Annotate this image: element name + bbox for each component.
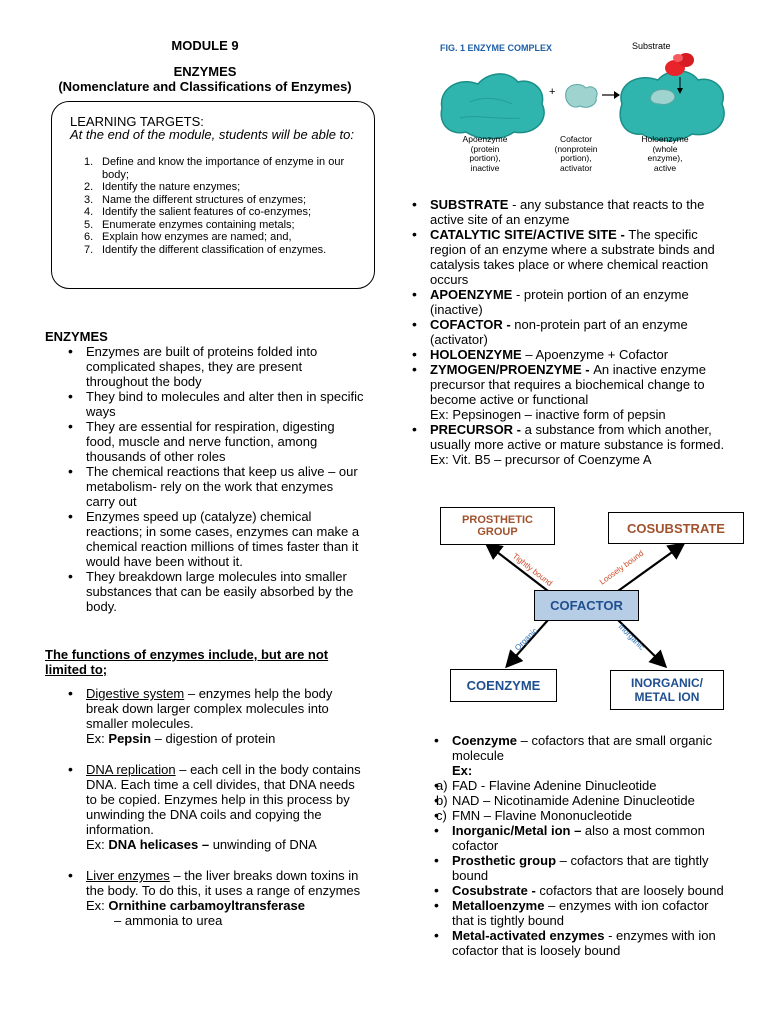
- definition-term: APOENZYME: [430, 287, 513, 302]
- coenzyme-example: [430, 778, 730, 793]
- example-prefix: Ex:: [86, 837, 109, 852]
- function-entry: [64, 762, 364, 852]
- inorganic-metal-ion-box: INORGANIC/ METAL ION: [610, 670, 724, 710]
- example-text: NAD – Nicotinamide Adenine Dinucleotide: [452, 793, 695, 808]
- definition-item: [408, 227, 726, 287]
- function-example: [86, 731, 364, 746]
- definition-item: [408, 317, 726, 347]
- function-item: [64, 868, 364, 928]
- function-example: [86, 898, 364, 928]
- definition-text: protein portion of an enzyme (inactive): [430, 287, 689, 317]
- definition-text: Apoenzyme + Cofactor: [535, 347, 669, 362]
- functions-heading: The functions of enzymes include, but are not limited to;: [45, 647, 329, 677]
- example-prefix: Ex:: [86, 898, 109, 913]
- example-letter: • c): [436, 808, 447, 823]
- coenzyme-example: [430, 793, 730, 808]
- learning-targets-intro: At the end of the module, students will be able to:: [70, 127, 355, 142]
- function-term: Liver enzymes: [86, 868, 170, 883]
- learning-targets-list: [70, 156, 360, 256]
- learning-target-item: [70, 194, 360, 207]
- cofactor-box: COFACTOR: [534, 590, 639, 621]
- definition-text: The specific region of an enzyme where a substrate binds and catalysis takes place or where chemical reaction occurs: [430, 227, 715, 287]
- enzyme-bullet: • They bind to molecules and alter then in specific ways: [64, 389, 364, 419]
- example-name: DNA helicases –: [108, 837, 210, 852]
- cofactor-type-text: - enzymes with ion cofactor that is loosely bound: [452, 928, 716, 958]
- learning-targets-box: [51, 101, 375, 289]
- definition-sep: –: [521, 347, 536, 362]
- apoenzyme-shape: [441, 74, 544, 139]
- enzyme-bullet: • They are essential for respiration, digesting food, muscle and nerve function, among thousands of other roles: [64, 419, 364, 464]
- definition-text: non-protein part of an enzyme (activator): [430, 317, 688, 347]
- holoenzyme-label: Holoenzyme (whole enzyme), active: [641, 134, 689, 173]
- page-title: ENZYMES: [173, 64, 237, 79]
- item-number: 6.: [84, 231, 94, 243]
- learning-target-item: [70, 206, 360, 219]
- tightly-bound-label: Tightly bound: [510, 551, 554, 588]
- learning-target-item: [70, 156, 360, 181]
- item-number: 5.: [84, 218, 94, 231]
- definition-term: HOLOENZYME: [430, 347, 522, 362]
- cofactor-type-text: also a most common cofactor: [452, 823, 705, 853]
- definition-text: An inactive enzyme precursor that requires a biochemical change to become active or functional: [430, 362, 706, 407]
- item-text: Identify the different classification of enzymes.: [102, 243, 327, 256]
- loosely-bound-label: Loosely bound: [597, 548, 646, 587]
- example-text: FMN – Flavine Mononucleotide: [452, 808, 632, 823]
- learning-target-item: [70, 181, 360, 194]
- example-prefix: Ex:: [86, 731, 109, 746]
- definition-text: a substance from which another, usually more active or mature substance is formed.: [430, 422, 725, 452]
- cofactor-label: Cofactor (nonprotein portion), activator: [554, 134, 598, 173]
- definition-term: SUBSTRATE: [430, 197, 509, 212]
- cofactor-type-term: Prosthetic group: [452, 853, 557, 868]
- example-name: Ornithine carbamoyltransferase: [108, 898, 305, 913]
- example-desc: – ammonia to urea: [114, 913, 223, 928]
- enzyme-bullet: • They breakdown large molecules into smaller substances that can be easily absorbed by the body.: [64, 569, 364, 614]
- cofactor-types-list: [430, 733, 730, 958]
- page-subtitle: (Nomenclature and Classifications of Enzymes): [58, 79, 352, 94]
- definition-term: PRECURSOR -: [430, 422, 525, 437]
- function-item: [64, 686, 364, 746]
- item-text: Identify the salient features of co-enzymes;: [102, 206, 312, 218]
- coenzyme-text: – cofactors that are small organic molecule: [452, 733, 713, 763]
- function-term: Digestive system: [86, 686, 185, 701]
- cofactor-type-term: Inorganic/Metal ion –: [452, 823, 582, 838]
- function-term: DNA replication: [86, 762, 176, 777]
- learning-target-item: [70, 219, 360, 232]
- coenzyme-box: COENZYME: [450, 669, 557, 702]
- cofactor-type-item: [430, 853, 730, 883]
- coenzyme-term: Coenzyme: [452, 733, 518, 748]
- definition-item: [408, 347, 726, 362]
- prosthetic-group-box: PROSTHETIC GROUP: [440, 507, 555, 545]
- coenzyme-item: [430, 733, 730, 823]
- definition-term: CATALYTIC SITE/ACTIVE SITE -: [430, 227, 629, 242]
- definition-example: Ex: Pepsinogen – inactive form of pepsin: [430, 407, 666, 422]
- definition-item: [408, 287, 726, 317]
- enzyme-bullet: • Enzymes are built of proteins folded into complicated shapes, they are present throughout the body: [64, 344, 364, 389]
- item-text: Identify the nature enzymes;: [102, 181, 241, 193]
- cofactor-type-text: cofactors that are loosely bound: [535, 883, 724, 898]
- figure-title: FIG. 1 ENZYME COMPLEX: [440, 43, 553, 53]
- learning-targets-heading: LEARNING TARGETS:: [70, 114, 204, 129]
- substrate-label: Substrate: [632, 41, 671, 51]
- coenzyme-example: [430, 808, 730, 823]
- example-desc: unwinding of DNA: [209, 837, 317, 852]
- item-text: Define and know the importance of enzyme in our body;: [102, 156, 345, 181]
- function-text: – enzymes help the body break down larger complex molecules into smaller molecules.: [86, 686, 333, 731]
- cofactor-type-item: [430, 883, 730, 898]
- definition-term: ZYMOGEN/PROENZYME -: [430, 362, 594, 377]
- cofactor-type-item: [430, 823, 730, 853]
- function-text: – each cell in the body contains DNA. Each time a cell divides, that DNA needs to be copied. Enzymes help in this process by unwinding the DNA coils and copying the information.: [86, 762, 361, 837]
- enzymes-bullets: [64, 344, 364, 614]
- bound-cofactor: [650, 90, 674, 105]
- apoenzyme-label: Apoenzyme (protein portion), inactive: [462, 134, 508, 173]
- learning-target-item: [70, 231, 360, 244]
- definition-item: [408, 197, 726, 227]
- definition-item: [408, 422, 726, 467]
- example-name: Pepsin: [108, 731, 152, 746]
- cofactor-type-item: [430, 928, 730, 958]
- item-number: 3.: [84, 193, 94, 206]
- item-number: 4.: [84, 206, 94, 218]
- example-letter: • b): [436, 793, 448, 808]
- function-entry: [64, 686, 364, 746]
- cofactor-type-item: [430, 898, 730, 928]
- example-text: FAD - Flavine Adenine Dinucleotide: [452, 778, 657, 793]
- function-item: [64, 762, 364, 852]
- example-letter: • a): [436, 778, 448, 793]
- enzymes-heading: ENZYMES: [45, 329, 108, 344]
- item-number: 7.: [84, 243, 94, 256]
- definition-sep: -: [512, 287, 524, 302]
- inorganic-arrow-label: Inorganic: [616, 622, 647, 652]
- definition-term: COFACTOR -: [430, 317, 515, 332]
- cofactor-type-text: – enzymes with ion cofactor that is tightly bound: [452, 898, 709, 928]
- definition-sep: -: [508, 197, 521, 212]
- coenzyme-examples: [430, 778, 730, 823]
- function-text: – the liver breaks down toxins in the body. To do this, it uses a range of enzymes: [86, 868, 361, 898]
- holoenzyme-shape: [620, 71, 724, 141]
- cofactor-type-term: Cosubstrate -: [452, 883, 536, 898]
- item-number: 1.: [84, 156, 94, 168]
- definition-text: any substance that reacts to the active site of an enzyme: [430, 197, 705, 227]
- example-desc: – digestion of protein: [151, 731, 276, 746]
- cosubstrate-box: COSUBSTRATE: [608, 512, 744, 544]
- enzyme-bullet: • The chemical reactions that keep us alive – our metabolism- rely on the work that enzymes carry out: [64, 464, 364, 509]
- cofactor-type-term: Metal-activated enzymes: [452, 928, 605, 943]
- definition-example: Ex: Vit. B5 – precursor of Coenzyme A: [430, 452, 652, 467]
- definition-item: [408, 362, 726, 422]
- function-example: [86, 837, 364, 852]
- item-text: Explain how enzymes are named; and,: [102, 231, 292, 243]
- function-entry: [64, 868, 364, 928]
- learning-target-item: [70, 244, 360, 257]
- coenzyme-ex-label: Ex:: [452, 763, 473, 778]
- item-text: Enumerate enzymes containing metals;: [102, 218, 295, 231]
- organic-label: Organic: [513, 626, 540, 653]
- item-text: Name the different structures of enzymes;: [102, 193, 306, 206]
- cofactor-type-text: – cofactors that are tightly bound: [452, 853, 709, 883]
- module-number: MODULE 9: [171, 38, 239, 53]
- enzyme-bullet: • Enzymes speed up (catalyze) chemical reactions; in some cases, enzymes can make a chemical reaction millions of times faster than it would have been without it.: [64, 509, 364, 569]
- item-number: 2.: [84, 181, 94, 193]
- plus-sign: +: [549, 86, 556, 98]
- definitions-list: [408, 197, 726, 467]
- cofactor-shape: [566, 85, 597, 108]
- cofactor-type-term: Metalloenzyme: [452, 898, 545, 913]
